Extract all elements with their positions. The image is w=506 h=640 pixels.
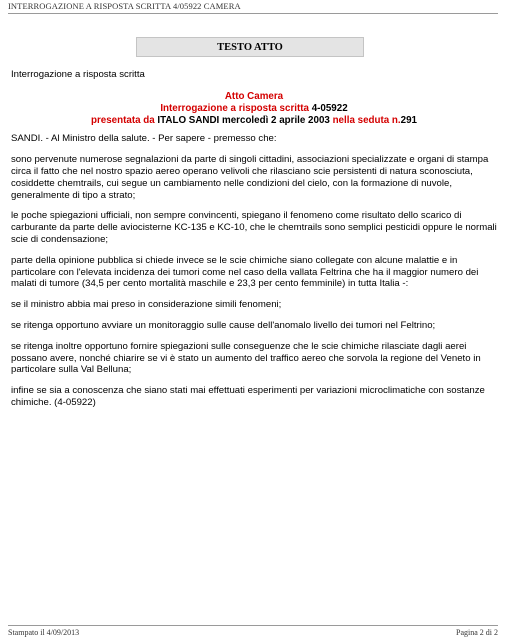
interrogazione-label: Interrogazione a risposta scritta [160, 103, 312, 114]
page-number: Pagina 2 di 2 [456, 628, 498, 637]
author-name: ITALO SANDI [157, 115, 220, 127]
question-3: se ritenga inoltre opportuno fornire spiegazioni sulle conseguenze che le scie chimiche rilasciate dagli aerei possano avere, nonché chiarire se vi è stato un aumento del traffico aereo che sorvola la regione del Veneto in particolare sulla Val Belluna; [11, 340, 481, 376]
paragraph-2: le poche spiegazioni ufficiali, non sempre convincenti, spiegano il fenomeno come risultato dello scarico di carburante da parte delle aviocisterne KC-135 e KC-10, che le chemtrails sono semplici pesticidi oppure le normali scie di condensazione; [11, 210, 497, 245]
paragraph-1: sono pervenute numerose segnalazioni da parte di singoli cittadini, associazioni specializzate e organi di stampa circa il fatto che nel nostro spazio aereo operano velivoli che rilasciano scie persistenti di natura sconosciuta, cosiddette chemtrails, cui segue un cambiamento nelle condizioni del cielo, con la formazione di nuvole, generalmente di tipo a strato; [11, 154, 489, 201]
presentation-date: mercoledì 2 aprile 2003 [219, 115, 333, 127]
document-header: INTERROGAZIONE A RISPOSTA SCRITTA 4/05922 CAMERA [8, 1, 498, 14]
intro-line: Interrogazione a risposta scritta [11, 69, 145, 80]
seduta-label: nella seduta n. [332, 115, 401, 127]
atto-number: 4-05922 [311, 103, 348, 114]
opening-line: SANDI. - Al Ministro della salute. - Per sapere - premesso che: [11, 133, 277, 145]
atto-camera-line: Atto Camera [224, 90, 284, 102]
question-1: se il ministro abbia mai preso in considerazione simili fenomeni; [11, 299, 282, 311]
question-2: se ritenga opportuno avviare un monitoraggio sulle cause dell'anomalo livello dei tumori nel Feltrino; [11, 319, 436, 331]
section-title: TESTO ATTO [217, 41, 283, 53]
document-body [11, 69, 497, 409]
paragraph-3: parte della opinione pubblica si chiede invece se le scie chimiche siano collegate con alcune malattie e in particolare con l'elevata incidenza dei tumori come nel caso della vallata Feltrina che ha il maggior numero dei malati di tumore (34,5 per cento mortalità maschile e 23,3 per cento femminile) in tutta Italia -: [11, 254, 479, 290]
presentata-line [11, 115, 497, 127]
presentata-label: presentata da [90, 115, 158, 127]
question-4: infine se sia a conoscenza che siano stati mai effettuati esperimenti per variazioni microclimatiche con sostanze chimiche. (4-05922) [11, 385, 485, 408]
document-footer [8, 625, 498, 637]
interrogazione-line [11, 103, 497, 115]
section-title-box [136, 37, 364, 57]
print-date: Stampato il 4/09/2013 [8, 628, 80, 637]
seduta-number: 291 [400, 115, 417, 127]
